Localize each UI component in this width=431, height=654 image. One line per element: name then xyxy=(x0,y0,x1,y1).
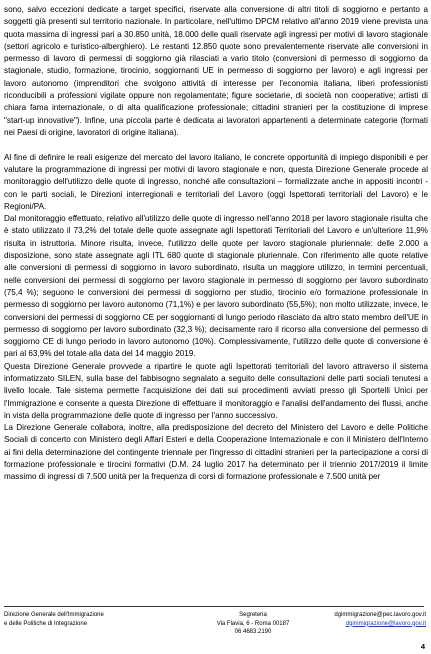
paragraph-decree-collaboration: La Direzione Generale collabora, inoltre, alla predisposizione del decreto del Ministero del Lavoro e delle Politiche Sociali di concerto con Ministero degli Affari Esteri e della Cooperazione Internazionale e con il Ministero dell'Interno ai fini della determinazione del contingente triennale per l'ingresso di cittadini stranieri per la partecipazione a corsi di formazione professionale e tirocini formativi (D.M. 24 luglio 2017 ha determinato per il triennio 2017/2019 il limite massimo di ingressi di 7.500 unità per la frequenza di corsi di formazione professionale e 7.500 unità per xyxy=(4,423,428,482)
footer-email-link[interactable]: dgimmigrazione@lavoro.gov.it xyxy=(345,620,426,627)
footer-phone: 06 4683.2190 xyxy=(234,629,272,636)
document-body xyxy=(4,4,428,484)
page-number: 4 xyxy=(420,642,425,651)
paragraph-silen-system: Questa Direzione Generale provvede a ripartire le quote agli Ispettorati territoriali del lavoro attraverso il sistema informatizzato SILEN, sulla base del fabbisogno segnalato a seguito delle consultazioni delle parti sociali tenutesi a livello locale. Tale sistema permette l'acquisizione dei dati sui procedimenti avviati presso gli Sportelli Unici per l'Immigrazione e consente a questa Direzione di effettuare il monitoraggio e l'analisi dell'andamento dei flussi, anche in vista della programmazione delle quote di ingresso per l'anno successivo. xyxy=(4,361,428,420)
footer-email-pec: dgimmigrazione@pec.lavoro.gov.it xyxy=(334,612,426,618)
footer-contacts xyxy=(198,611,308,637)
paragraph-monitoring-2018: Dal monitoraggio effettuato, relativo all'utilizzo delle quote di ingresso nell'anno 2018 per lavoro stagionale risulta che è stato utilizzato il 73,2% del totale delle quote assegnate agli Ispettorati Territoriali del Lavoro e un'ulteriore 11,9% risulta in istruttoria. Minore risulta, invece, l'utilizzo delle quote per lavoro stagionale pluriennale: delle 2.000 a disposizione, sono state assegnate agli ITL 680 quote di stagionale pluriennale. Con riferimento alle quote relative alle conversioni di permessi di soggiorno in lavoro subordinato, risulta un maggiore utilizzo, in termini percentuali, nelle conversioni dei permessi di soggiorno per lavoro stagionale in permesso di soggiorno per lavoro subordinato (75,4 %); seguono le conversioni dei permessi di soggiorno per studio, tirocinio e/o formazione professionale in permesso di soggiorno per lavoro autonomo (71,1%) e per lavoro subordinato (55,5%); non molto utilizzate, invece, le conversioni dei permessi di soggiorno CE per soggiornanti di lungo periodo rilasciato da altro stato membro dell'UE in permesso di soggiorno per lavoro subordinato (32,3 %); decisamente raro il ricorso alla conversione del permesso di soggiorno CE di lungo periodo in lavoro autonomo (10%). Complessivamente, l'utilizzo delle quote di conversione è pari al 63,9% del totale alla data del 14 maggio 2019. xyxy=(4,214,428,359)
paragraph-quote-2019: sono, salvo eccezioni dedicate a target specifici, riservate alla conversione di altri titoli di soggiorno e pertanto a soggetti già presenti sul territorio nazionale. In particolare, nell'ultimo DPCM relativo all'anno 2019 viene prevista una quota massima di ingressi pari a 30.850 unità, 18.000 delle quali riservate agli ingressi per motivi di lavoro stagionale (settori agricolo e turistico-alberghiero). Le restanti 12.850 quote sono prevalentemente riservate alle conversioni in permesso di lavoro di permessi di soggiorno già rilasciati a vario titolo (conversioni di permesso di soggiorno da stagionale, studio, formazione, tirocinio, soggiornanti UE in permesso di soggiorno per lavoro) e agli ingressi per lavoro autonomo (imprenditori che svolgono attività di interesse per l'economia italiana, liberi professionisti riconducibili a professioni vigilate oppure non regolamentate; figure societarie, di società non cooperative; artisti di chiara fama internazionale, o di alta qualificazione professionale; cittadini stranieri per la costituzione di imprese "start-up innovative"). Infine, una piccola parte è dedicata ai lavoratori appartenenti a determinate categorie (formati nei Paesi di origine, lavoratori di origine italiana). xyxy=(4,5,428,137)
footer-emails xyxy=(322,611,426,628)
footer-org-line2: e delle Politiche di Integrazione xyxy=(4,620,88,627)
footer-organization xyxy=(4,611,164,628)
footer-office-label: Segreteria xyxy=(239,612,267,618)
paragraph-labour-market-needs: Al fine di definire le reali esigenze del mercato del lavoro italiano, le concrete opportunità di impiego disponibili e per valutare la programmazione di ingressi per motivi di lavoro stagionale e non, questa Direzione Generale procede al monitoraggio dell'utilizzo delle quote di ingresso, nonché alle consultazioni – formalizzate anche in appositi incontri - con le parti sociali, le Direzioni interregionali e territoriali del Lavoro (oggi Ispettorati territoriali del Lavoro) e le Regioni/PA. xyxy=(4,152,428,211)
footer-divider xyxy=(4,606,424,607)
footer-org-line1: Direzione Generale dell'Immigrazione xyxy=(4,612,104,618)
footer-address: Via Flavia, 6 - Roma 00187 xyxy=(216,620,290,627)
